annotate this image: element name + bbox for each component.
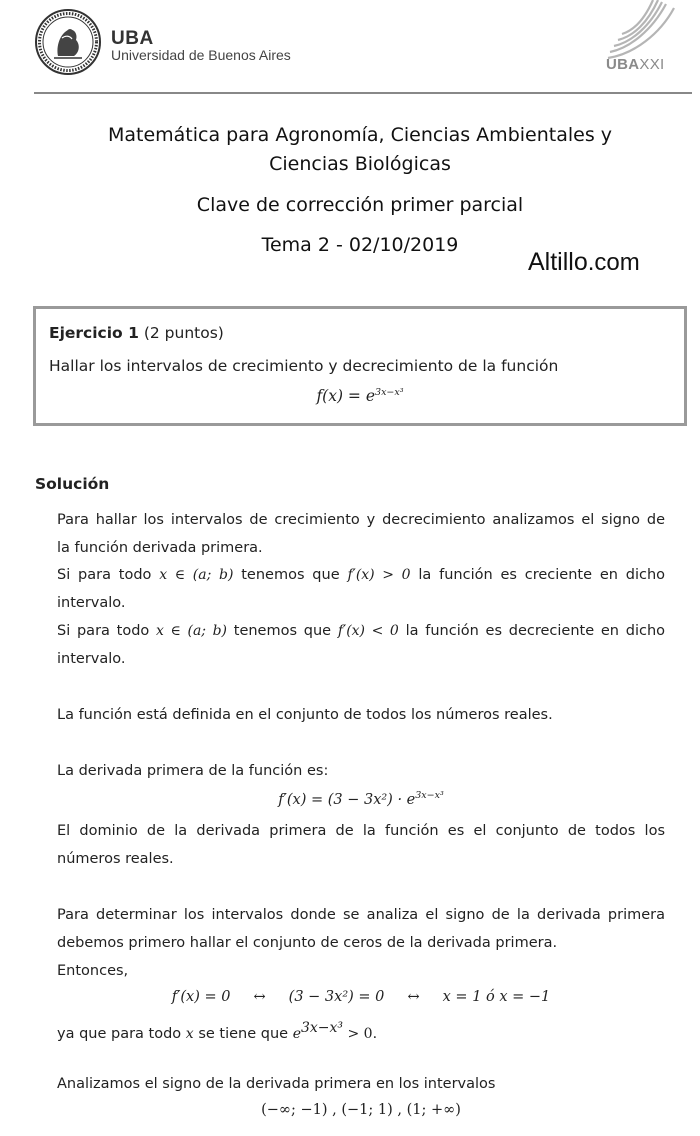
intervals-list: (−∞; −1) , (−1; 1) , (1; +∞) — [261, 1102, 461, 1118]
solution-p6-line2: números reales. — [57, 851, 174, 867]
p3-mid: tenemos que — [233, 623, 332, 639]
altillo-watermark — [528, 248, 640, 277]
solution-p4: La función está definida en el conjunto de todos los números reales. — [57, 707, 553, 723]
p2-mid: tenemos que — [241, 567, 340, 583]
solution-p5: La derivada primera de la función es: — [57, 763, 329, 779]
uba-seal-icon — [34, 8, 102, 76]
p3-post: la función es decreciente en dicho — [405, 623, 666, 639]
university-name: Universidad de Buenos Aires — [111, 47, 291, 63]
exam-subtitle: Clave de corrección primer parcial — [196, 194, 524, 216]
solution-p6-line1: El dominio de la derivada primera de la función es el conjunto de todos los — [57, 823, 665, 839]
solution-p9: Analizamos el signo de la derivada primera en los intervalos — [57, 1076, 496, 1092]
exercise-box — [33, 306, 687, 426]
header-divider — [34, 92, 692, 94]
p8-e: e — [292, 1025, 301, 1042]
p8-x: x — [185, 1025, 194, 1042]
course-title-line1: Matemática para Agronomía, Ciencias Ambientales y — [107, 124, 613, 146]
derivative-lhs: f′(x) = (3 − 3x²) · e — [278, 791, 416, 808]
uba-logo-text: UBA — [111, 28, 154, 49]
zeros-equation — [57, 989, 665, 1005]
ubaxxi-logo-text — [606, 56, 664, 73]
exercise-statement: Hallar los intervalos de crecimiento y decrecimiento de la función — [49, 357, 559, 375]
p8-exponent: 3x−x³ — [300, 1020, 344, 1036]
solution-p3-line2: intervalo. — [57, 651, 126, 667]
exercise-formula-lhs: f(x) = e — [316, 387, 376, 406]
exam-tema: Tema 2 - 02/10/2019 — [261, 234, 459, 256]
p8-mid: se tiene que — [198, 1025, 289, 1042]
exercise-formula-exponent: 3x−x³ — [375, 387, 404, 398]
p2-post: la función es creciente en dicho — [418, 567, 666, 583]
solution-p3-line1 — [57, 617, 665, 645]
p8-pre: ya que para todo — [57, 1025, 182, 1042]
p2-math-interval: x ∈ (a; b) — [159, 567, 234, 583]
p8-post: > 0. — [343, 1025, 378, 1042]
watermark-suffix: .com — [587, 249, 640, 276]
exercise-formula — [36, 387, 684, 405]
exercise-label: Ejercicio 1 — [49, 324, 139, 342]
ubaxxi-logo-uba: UBA — [606, 56, 640, 73]
derivative-exponent: 3x−x³ — [415, 790, 444, 801]
solution-p8 — [57, 1014, 665, 1048]
p3-math-interval: x ∈ (a; b) — [156, 623, 228, 639]
solution-p7-line1: Para determinar los intervalos donde se analiza el signo de la derivada primera — [57, 907, 665, 923]
p2-math-positive: f′(x) > 0 — [347, 567, 411, 583]
p2-pre: Si para todo — [57, 567, 152, 583]
solution-p1-line2: la función derivada primera. — [57, 540, 263, 556]
watermark-main: Altillo — [528, 248, 588, 276]
derivative-formula — [57, 790, 665, 808]
course-title-line2: Ciencias Biológicas — [269, 153, 451, 175]
solution-p7-line2: debemos primero hallar el conjunto de ceros de la derivada primera. — [57, 935, 558, 951]
exercise-heading — [49, 324, 224, 342]
solution-p2-line2: intervalo. — [57, 595, 126, 611]
solution-p7-line3: Entonces, — [57, 963, 129, 979]
solution-p1-line1: Para hallar los intervalos de crecimiento y decrecimiento analizamos el signo de — [57, 512, 665, 528]
solution-p2-line1 — [57, 561, 665, 589]
exercise-points: (2 puntos) — [143, 324, 224, 342]
ubaxxi-logo-xxi: XXI — [639, 56, 665, 73]
p3-math-negative: f′(x) < 0 — [337, 623, 399, 639]
solution-heading: Solución — [35, 475, 110, 493]
zeros-equation-text: f′(x) = 0 ↔ (3 − 3x²) = 0 ↔ x = 1 ó x = −1 — [171, 989, 551, 1005]
p3-pre: Si para todo — [57, 623, 150, 639]
